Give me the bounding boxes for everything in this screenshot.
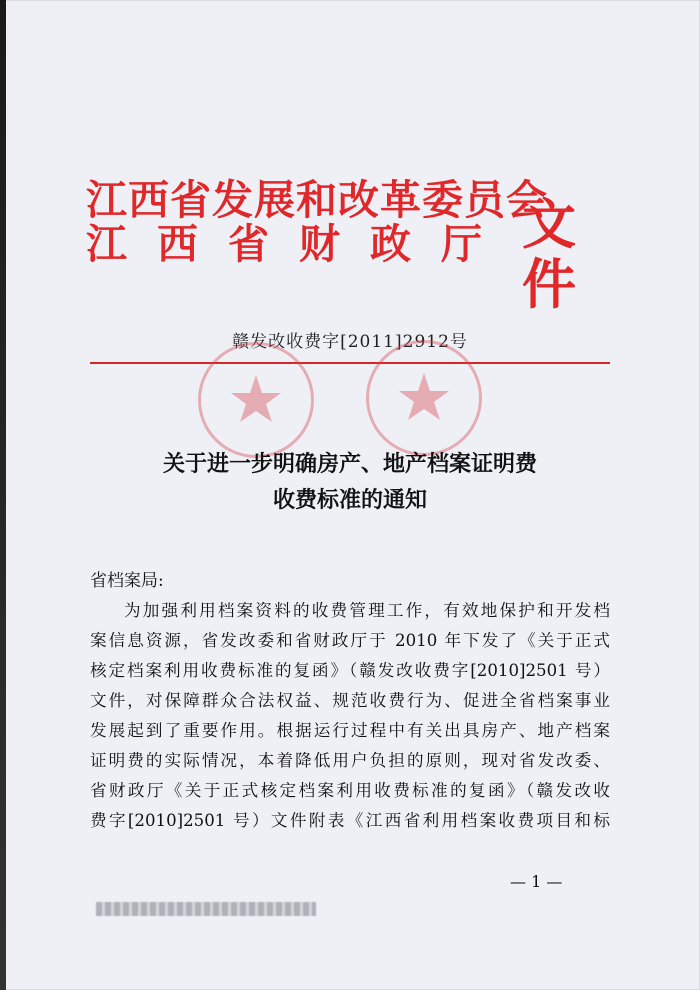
issuer-line-1: 江西省发展和改革委员会 (86, 176, 548, 224)
star-icon (369, 343, 479, 453)
body-line: 文件，对保障群众合法权益、规范收费行为、促进全省档案事业 (90, 691, 610, 710)
recipient: 省档案局: (90, 571, 164, 591)
document-type-label: 文件 (522, 192, 578, 316)
body-line: 为加强利用档案资料的收费管理工作，有效地保护和开发档 (124, 601, 610, 620)
notice-title-line-2: 收费标准的通知 (272, 487, 427, 513)
issuer-line-2: 江西省财政厅 (86, 220, 512, 268)
body-line: 案信息资源，省发改委和省财政厅于 2010 年下发了《关于正式 (90, 631, 610, 650)
header-divider (90, 362, 610, 364)
star-icon (201, 345, 311, 455)
official-seal-right (366, 340, 482, 456)
official-seal-left (198, 342, 314, 458)
body-line: 费字[2010]2501 号）文件附表《江西省利用档案收费项目和标 (90, 811, 610, 830)
notice-title-line-1: 关于进一步明确房产、地产档案证明费 (162, 451, 537, 477)
body-text (90, 596, 610, 836)
body-line: 核定档案利用收费标准的复函》（赣发改收费字[2010]2501 号） (90, 661, 610, 680)
document-header (86, 176, 626, 316)
document-number: 赣发改收费字[2011]2912号 (232, 332, 468, 352)
body-line: 发展起到了重要作用。根据运行过程中有关出具房产、地产档案 (90, 721, 610, 740)
body-line: 省财政厅《关于正式核定档案利用收费标准的复函》（赣发改收 (90, 781, 610, 800)
page-number: — 1 — (510, 872, 563, 891)
footer-stamp-mark (96, 902, 316, 916)
body-line: 证明费的实际情况，本着降低用户负担的原则，现对省发改委、 (90, 751, 610, 770)
